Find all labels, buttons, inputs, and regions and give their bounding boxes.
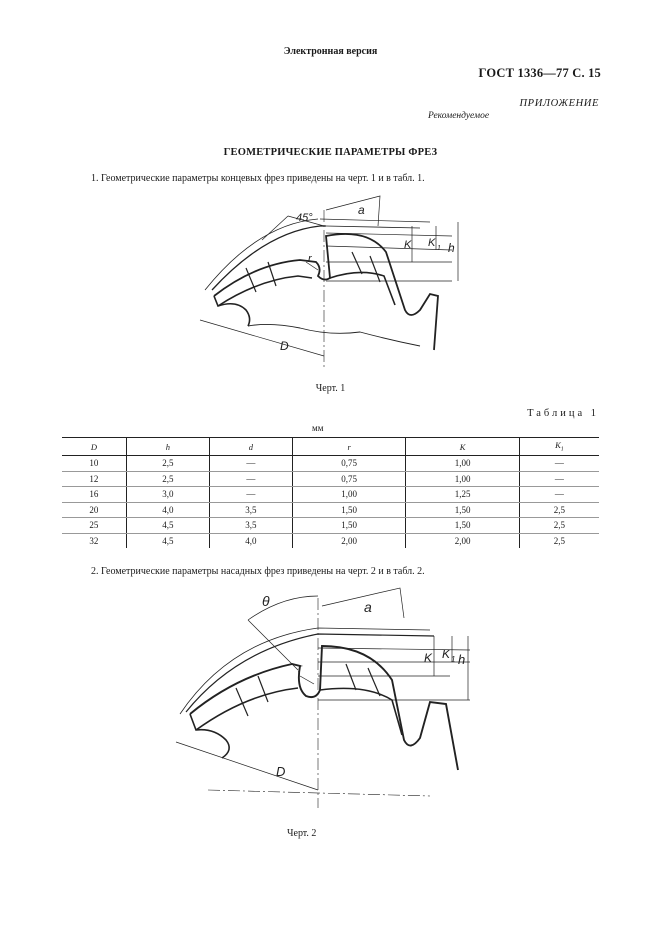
fig2-k1-label: K <box>442 647 451 661</box>
table-header-k1-letter: K <box>555 440 561 451</box>
table-cell: 1,50 <box>406 502 519 518</box>
figure-2-caption: Черт. 2 <box>287 828 317 839</box>
table-cell: 1,25 <box>406 487 519 503</box>
table-header-r: r <box>292 438 405 456</box>
table-cell: 2,00 <box>292 533 405 548</box>
electronic-version-note: Электронная версия <box>283 46 378 57</box>
fig1-h-label: h <box>448 241 455 255</box>
figure-1-drawing <box>190 192 480 368</box>
figure-2-drawing <box>168 582 486 814</box>
table-cell: 4,0 <box>209 533 292 548</box>
table-cell: — <box>209 487 292 503</box>
table-cell: 10 <box>62 456 126 472</box>
table-cell: 20 <box>62 502 126 518</box>
table-row <box>62 471 599 487</box>
table-cell: 2,5 <box>126 471 209 487</box>
table-cell: 1,50 <box>292 502 405 518</box>
table-header-k1-subscript: 1 <box>560 446 564 453</box>
table-cell: 1,00 <box>406 456 519 472</box>
table-cell: 25 <box>62 518 126 534</box>
table-header-d: d <box>209 438 292 456</box>
paragraph-2: 2. Геометрические параметры насадных фрез приведены на черт. 2 и в табл. 2. <box>91 566 425 577</box>
table-cell: 2,5 <box>519 502 599 518</box>
table-cell: 0,75 <box>292 456 405 472</box>
appendix-status: Рекомендуемое <box>428 111 490 121</box>
table-1-label: Таблица 1 <box>527 408 599 419</box>
table-header-row <box>62 438 599 456</box>
fig1-k-label: K <box>404 239 412 251</box>
table-cell: 32 <box>89 535 99 546</box>
fig1-d-label: D <box>280 339 289 353</box>
appendix-title: ПРИЛОЖЕНИЕ <box>519 98 599 109</box>
table-header-k: K <box>406 438 519 456</box>
table-cell: — <box>209 456 292 472</box>
fig2-k1-subscript: 1 <box>451 655 456 664</box>
fig2-theta-label: θ <box>262 593 270 609</box>
fig1-k1-label: K <box>428 237 436 249</box>
fig2-k-label: K <box>424 651 433 665</box>
table-header-d-diameter: D <box>62 438 126 456</box>
table-row <box>62 518 599 534</box>
section-title: ГЕОМЕТРИЧЕСКИЕ ПАРАМЕТРЫ ФРЕЗ <box>223 147 438 158</box>
table-header-h: h <box>126 438 209 456</box>
table-row <box>62 487 599 503</box>
fig1-angle-label: 45° <box>296 212 313 224</box>
table-1-unit: мм <box>312 423 324 433</box>
table-cell: 4,0 <box>126 502 209 518</box>
table-cell: 1,50 <box>292 518 405 534</box>
table-cell: 12 <box>62 471 126 487</box>
fig1-k1-subscript: 1 <box>437 245 441 252</box>
fig1-a-label: a <box>358 203 365 217</box>
fig2-a-label: a <box>364 599 372 615</box>
table-cell: 4,5 <box>126 533 209 548</box>
table-cell: 2,5 <box>519 518 599 534</box>
table-cell: 4,5 <box>126 518 209 534</box>
table-cell: — <box>209 471 292 487</box>
table-cell: — <box>519 487 599 503</box>
table-cell: 0,75 <box>292 471 405 487</box>
table-1 <box>62 437 599 548</box>
table-cell: — <box>519 471 599 487</box>
gost-page-header: ГОСТ 1336—77 С. 15 <box>478 66 601 80</box>
figure-1-caption: Черт. 1 <box>315 383 346 394</box>
table-cell: 2,5 <box>519 533 599 548</box>
table-row <box>62 502 599 518</box>
table-cell: 1,50 <box>406 518 519 534</box>
table-cell: 16 <box>62 487 126 503</box>
table-row <box>62 456 599 472</box>
fig2-d-label: D <box>276 764 286 779</box>
fig2-h-label: h <box>458 652 466 667</box>
table-cell: 2,00 <box>406 533 519 548</box>
table-row <box>62 533 599 548</box>
table-cell: 1,00 <box>292 487 405 503</box>
table-cell: 3,0 <box>126 487 209 503</box>
fig2-r-label: r <box>298 661 302 675</box>
table-cell: 2,5 <box>126 456 209 472</box>
table-cell: 1,00 <box>406 471 519 487</box>
fig1-r-label: r <box>308 253 312 265</box>
paragraph-1: 1. Геометрические параметры концевых фрез приведены на черт. 1 и в табл. 1. <box>91 173 425 184</box>
table-cell: — <box>519 456 599 472</box>
table-cell: 3,5 <box>209 502 292 518</box>
table-header-k1 <box>519 438 599 456</box>
table-cell: 3,5 <box>209 518 292 534</box>
